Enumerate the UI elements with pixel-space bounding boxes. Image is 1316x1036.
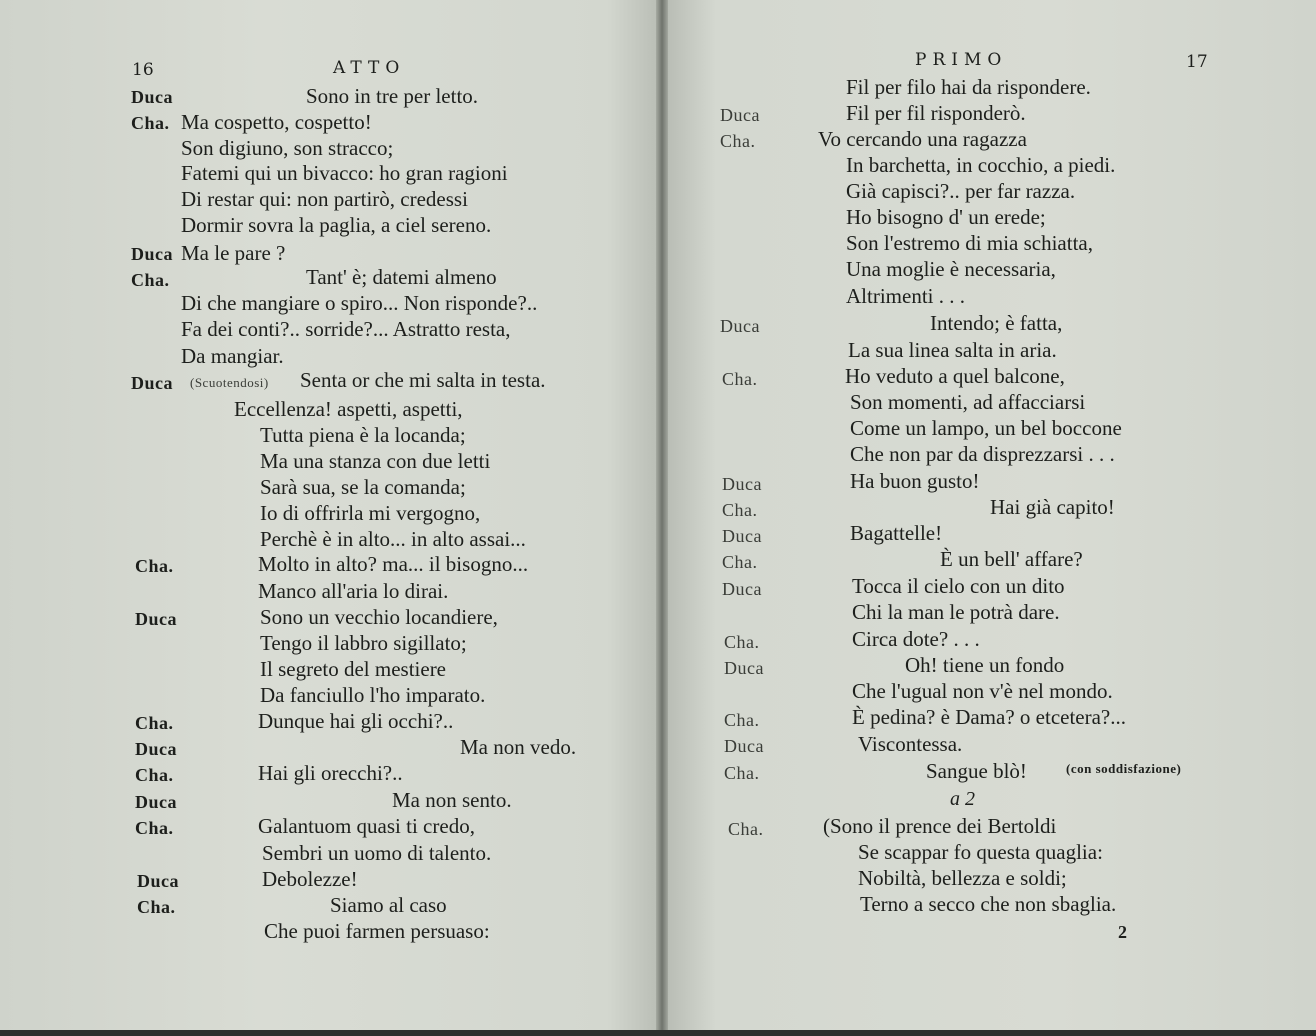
verse-line: Tant' è; datemi almeno bbox=[306, 265, 497, 289]
speaker-label: Cha. bbox=[722, 500, 758, 520]
verse-line: Son l'estremo di mia schiatta, bbox=[846, 231, 1093, 255]
verse-line: Ma cospetto, cospetto! bbox=[181, 110, 372, 134]
speaker-label: Duca bbox=[722, 526, 762, 546]
verse-line: Oh! tiene un fondo bbox=[905, 653, 1065, 677]
speaker-label: Cha. bbox=[135, 556, 174, 576]
speaker-label: Duca bbox=[722, 579, 762, 599]
speaker-label: Duca bbox=[720, 105, 760, 125]
verse-line: Ma non sento. bbox=[392, 788, 512, 812]
verse-line: Vo cercando una ragazza bbox=[818, 127, 1027, 151]
speaker-label: Duca bbox=[720, 316, 760, 336]
verse-line: Hai gli orecchi?.. bbox=[258, 761, 403, 785]
verse-line: Debolezze! bbox=[262, 867, 358, 891]
right-page-number: 17 bbox=[1186, 52, 1208, 72]
verse-line: Ma le pare ? bbox=[181, 241, 286, 265]
verse-line: Circa dote? . . . bbox=[852, 627, 980, 651]
speaker-label: Duca bbox=[135, 609, 177, 629]
speaker-label: Cha. bbox=[131, 113, 170, 133]
stage-direction: (con soddisfazione) bbox=[1066, 761, 1182, 776]
left-page-number: 16 bbox=[132, 60, 154, 80]
verse-line: Che l'ugual non v'è nel mondo. bbox=[852, 679, 1113, 703]
signature-mark: 2 bbox=[1118, 922, 1127, 942]
verse-line: Molto in alto? ma... il bisogno... bbox=[258, 552, 529, 576]
verse-line: È un bell' affare? bbox=[940, 547, 1083, 571]
verse-line: Eccellenza! aspetti, aspetti, bbox=[234, 397, 463, 421]
book-gutter bbox=[656, 0, 668, 1036]
verse-line: Che puoi farmen persuaso: bbox=[264, 919, 490, 943]
speaker-label: Cha. bbox=[724, 710, 760, 730]
verse-line: Bagattelle! bbox=[850, 521, 943, 545]
right-running-header: PRIMO bbox=[915, 50, 1008, 70]
verse-line: Sembri un uomo di talento. bbox=[262, 841, 492, 865]
verse-line: Altrimenti . . . bbox=[846, 284, 965, 308]
verse-line: Senta or che mi salta in testa. bbox=[300, 368, 546, 392]
verse-line: Già capisci?.. per far razza. bbox=[846, 179, 1076, 203]
speaker-label: Duca bbox=[724, 658, 764, 678]
verse-line: Siamo al caso bbox=[330, 893, 447, 917]
verse-line: Ma una stanza con due letti bbox=[260, 449, 491, 473]
speaker-label: Duca bbox=[135, 792, 177, 812]
verse-line: Viscontessa. bbox=[858, 732, 963, 756]
book-edge bbox=[0, 1030, 1316, 1036]
verse-line: Sangue blò! bbox=[926, 759, 1027, 783]
verse-line: Son momenti, ad affacciarsi bbox=[850, 390, 1086, 414]
speaker-label: Cha. bbox=[135, 818, 174, 838]
left-running-header: ATTO bbox=[333, 58, 406, 78]
verse-line: È pedina? è Dama? o etcetera?... bbox=[852, 705, 1126, 729]
verse-line: Che non par da disprezzarsi . . . bbox=[850, 442, 1115, 466]
speaker-label: Duca bbox=[131, 244, 173, 264]
speaker-label: Duca bbox=[724, 736, 764, 756]
stage-direction: (Scuotendosi) bbox=[190, 375, 269, 390]
speaker-label: Cha. bbox=[135, 713, 174, 733]
speaker-label: Cha. bbox=[137, 897, 176, 917]
verse-line: Di restar qui: non partirò, credessi bbox=[181, 187, 468, 211]
verse-line: Ha buon gusto! bbox=[850, 469, 980, 493]
verse-line: Fatemi qui un bivacco: ho gran ragioni bbox=[181, 161, 508, 185]
verse-line: Son digiuno, son stracco; bbox=[181, 136, 394, 160]
speaker-label: Cha. bbox=[724, 632, 760, 652]
verse-line: Chi la man le potrà dare. bbox=[852, 600, 1060, 624]
speaker-label: Duca bbox=[137, 871, 179, 891]
verse-line: Ho bisogno d' un erede; bbox=[846, 205, 1046, 229]
verse-line: Tocca il cielo con un dito bbox=[852, 574, 1065, 598]
a-due-marker: a 2 bbox=[950, 788, 975, 810]
verse-line: Il segreto del mestiere bbox=[260, 657, 447, 681]
verse-line: Intendo; è fatta, bbox=[930, 311, 1063, 335]
speaker-label: Duca bbox=[135, 739, 177, 759]
verse-line: Come un lampo, un bel boccone bbox=[850, 416, 1122, 440]
speaker-label: Cha. bbox=[135, 765, 174, 785]
verse-line: Sono in tre per letto. bbox=[306, 84, 479, 108]
verse-line: La sua linea salta in aria. bbox=[848, 338, 1057, 362]
verse-line: Da fanciullo l'ho imparato. bbox=[260, 683, 486, 707]
verse-line: Se scappar fo questa quaglia: bbox=[858, 840, 1103, 864]
speaker-label: Cha. bbox=[728, 819, 764, 839]
verse-line: Galantuom quasi ti credo, bbox=[258, 814, 475, 838]
verse-line: Dormir sovra la paglia, a ciel sereno. bbox=[181, 213, 492, 237]
speaker-label: Cha. bbox=[131, 270, 170, 290]
speaker-label: Cha. bbox=[722, 369, 758, 389]
speaker-label: Cha. bbox=[720, 131, 756, 151]
verse-line: Fil per fil risponderò. bbox=[846, 101, 1026, 125]
verse-line: Tutta piena è la locanda; bbox=[260, 423, 466, 447]
verse-line: Terno a secco che non sbaglia. bbox=[860, 892, 1117, 916]
speaker-label: Cha. bbox=[722, 552, 758, 572]
verse-line: In barchetta, in cocchio, a piedi. bbox=[846, 153, 1116, 177]
verse-line: Perchè è in alto... in alto assai... bbox=[260, 527, 526, 551]
verse-line: Dunque hai gli occhi?.. bbox=[258, 709, 454, 733]
speaker-label: Duca bbox=[722, 474, 762, 494]
verse-line: Di che mangiare o spiro... Non risponde?.. bbox=[181, 291, 538, 315]
speaker-label: Duca bbox=[131, 373, 173, 393]
verse-line: Fa dei conti?.. sorride?... Astratto resta, bbox=[181, 317, 511, 341]
verse-line: Ho veduto a quel balcone, bbox=[845, 364, 1065, 388]
verse-line: Da mangiar. bbox=[181, 344, 284, 368]
verse-line: Nobiltà, bellezza e soldi; bbox=[858, 866, 1067, 890]
verse-line: Io di offrirla mi vergogno, bbox=[260, 501, 481, 525]
verse-line: Hai già capito! bbox=[990, 495, 1115, 519]
verse-line: Manco all'aria lo dirai. bbox=[258, 579, 449, 603]
verse-line: Sono un vecchio locandiere, bbox=[260, 605, 498, 629]
verse-line: Fil per filo hai da rispondere. bbox=[846, 75, 1091, 99]
verse-line: Una moglie è necessaria, bbox=[846, 257, 1056, 281]
verse-line: Sarà sua, se la comanda; bbox=[260, 475, 466, 499]
speaker-label: Duca bbox=[131, 87, 173, 107]
verse-line: Tengo il labbro sigillato; bbox=[260, 631, 467, 655]
verse-line: (Sono il prence dei Bertoldi bbox=[823, 814, 1057, 838]
speaker-label: Cha. bbox=[724, 763, 760, 783]
verse-line: Ma non vedo. bbox=[460, 735, 577, 759]
